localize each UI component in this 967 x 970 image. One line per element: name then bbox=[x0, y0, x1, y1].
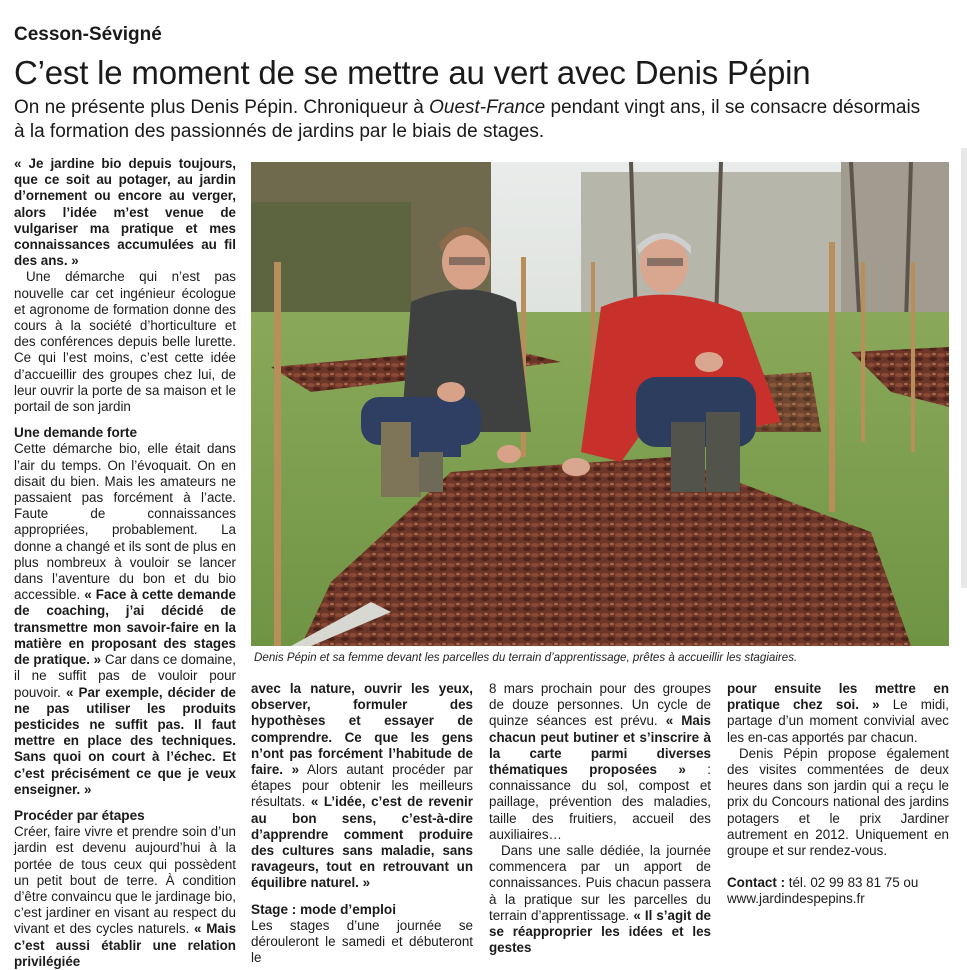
column-4 bbox=[727, 681, 949, 908]
quote: « L’idée, c’est de revenir au bon sens, c’est-à-dire d’apprendre comment produire des cultures sans maladie, sans ravageurs, tout en retrouvant un équilibre naturel. » bbox=[251, 794, 473, 891]
column-2 bbox=[251, 681, 473, 966]
lead bbox=[14, 96, 934, 144]
text: : connaissance du sol, compost et paillage, prévention des maladies, taille des fruitiers, accueil des auxiliaires… bbox=[489, 762, 711, 842]
garden-photo bbox=[251, 162, 949, 646]
photo bbox=[251, 162, 949, 646]
photo-caption: Denis Pépin et sa femme devant les parcelles du terrain d’apprentissage, prêtes à accueillir les stagiaires. bbox=[254, 651, 798, 664]
paragraph: Les stages d’une journée se dérouleront le samedi et débuteront le bbox=[251, 917, 473, 966]
page-edge bbox=[961, 148, 967, 588]
subheading: Procéder par étapes bbox=[14, 807, 145, 823]
subheading: Stage : mode d’emploi bbox=[251, 901, 397, 917]
subheading: Une demande forte bbox=[14, 425, 138, 441]
text: 8 mars prochain pour des groupes de douze personnes. Un cycle de quinze séances est prévu. bbox=[489, 681, 711, 729]
headline: C’est le moment de se mettre au vert avec Denis Pépin bbox=[14, 54, 811, 91]
quote: « Par exemple, décider de ne pas utiliser les produits pesticides ne suffit pas. Il faut mettre en place des techniques. Sans quoi on court à l’échec. Et c’est précisément ce que je veux enseigner. » bbox=[14, 684, 236, 797]
paragraph bbox=[14, 441, 236, 797]
quote: « Mais c’est aussi établir une relation privilégiée bbox=[14, 921, 237, 969]
quote: « Face à cette demande de coaching, j’ai décidé de transmettre mon savoir-faire en la matière en proposant des stages de pratique. » bbox=[14, 587, 236, 668]
paragraph: Denis Pépin propose également des visites commentées de deux heures dans son jardin qui a reçu le prix du Concours national des jardins potagers et le prix Jardiner autrement en 2012. Uniquement en groupe et sur rendez-vous. bbox=[727, 745, 949, 859]
column-3 bbox=[489, 681, 711, 956]
quote: « Mais chacun peut butiner et s’inscrire à la carte parmi diverses thématiques proposées » bbox=[489, 713, 712, 778]
text: Alors autant procéder par étapes pour obtenir les meilleurs résultats. bbox=[251, 762, 473, 810]
lead-text: On ne présente plus Denis Pépin. Chroniqueur à bbox=[14, 97, 430, 118]
text: Créer, faire vivre et prendre soin d’un jardin est devenu aujourd’hui à la portée de tous ceux qui possèdent un petit bout de terre. À condition d’être convaincu que le jardinage bio, c’est jardiner en visant au respect du vivant et des cycles naturels. bbox=[14, 824, 236, 937]
kicker: Cesson-Sévigné bbox=[14, 24, 162, 45]
quote: avec la nature, ouvrir les yeux, observer, formuler des hypothèses et essayer de comprendre. Ce que les gens n’ont pas forcément l’habitude de faire. » bbox=[251, 681, 473, 778]
text: Cette démarche bio, elle était dans l’air du temps. On l’évoquait. On en disait du bien. Mais les amateurs ne passaient pas forcément à l’acte. Faute de connaissances appropriées, probablement. La donne a changé et ils sont de plus en plus nombreux à vouloir se lancer dans l’aventure du bon et du bio accessible. bbox=[14, 441, 236, 603]
lead-text-end: pendant vingt ans, il se consacre désormais à la formation des passionnés de jardins par le biais de stages. bbox=[14, 97, 921, 142]
contact-label: Contact : bbox=[727, 875, 786, 891]
paragraph bbox=[14, 824, 236, 970]
quote: « Il s’agit de se réapproprier les idées et les gestes bbox=[489, 907, 711, 956]
text: Le midi, partage d’un moment convivial avec les en-cas apportés par chacun. bbox=[727, 697, 949, 745]
paragraph bbox=[489, 843, 711, 956]
quote: pour ensuite les mettre en pratique chez soi. » bbox=[727, 681, 949, 713]
paragraph bbox=[727, 681, 949, 746]
contact-text: tél. 02 99 83 81 75 ou www.jardindespepins.fr bbox=[727, 875, 919, 907]
opening-quote: « Je jardine bio depuis toujours, que ce soit au potager, au jardin d’ornement ou encore au verger, alors l’idée m’est venue de vulgariser ma pratique et mes connaissances accumulées au fil des ans. » bbox=[14, 156, 236, 269]
contact bbox=[727, 875, 949, 907]
lead-newspaper: Ouest-France bbox=[429, 97, 546, 118]
paragraph bbox=[251, 681, 473, 892]
column-1 bbox=[14, 156, 236, 970]
text: Car dans ce domaine, il ne suffit pas de vouloir pour pouvoir. bbox=[14, 652, 236, 700]
text: Dans une salle dédiée, la journée commencera par un apport de connaissances. Puis chacun passera à la pratique sur les parcelles du terrain d’apprentissage. bbox=[489, 843, 711, 923]
paragraph bbox=[489, 681, 711, 843]
paragraph: Une démarche qui n’est pas nouvelle car cet ingénieur écologue et agronome de formation donne des cours à la société d’horticulture et des conférences depuis belle lurette. Ce qui l’est moins, c’est cette idée d’accueillir des groupes chez lui, de leur ouvrir la porte de sa maison et le portail de son jardin bbox=[14, 269, 236, 415]
